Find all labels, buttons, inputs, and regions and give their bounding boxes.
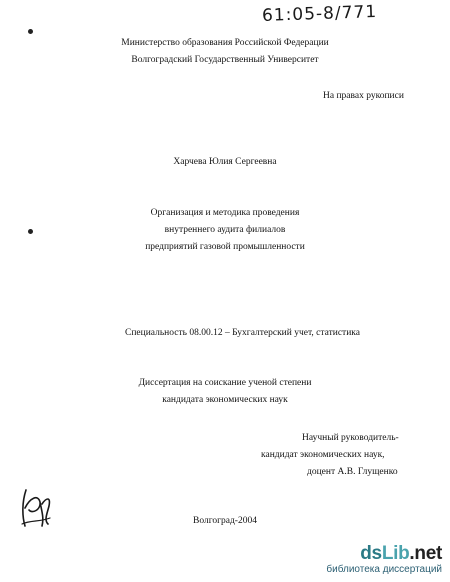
title-line-3: предприятий газовой промышленности [145,242,305,252]
author-name: Харчева Юлия Сергеевна [173,157,277,167]
specialty-line: Специальность 08.00.12 – Бухгалтерский учет, статистика [125,328,360,338]
supervisor-line-3: доцент А.В. Глущенко [307,467,398,477]
dslib-logo: dsLib.net [360,543,442,564]
dslib-caption: библиотека диссертаций [326,564,442,575]
supervisor-line-2: кандидат экономических наук, [261,450,385,460]
title-line-2: внутреннего аудита филиалов [164,225,286,235]
degree-line-2: кандидата экономических наук [162,395,288,405]
ministry-name: Министерство образования Российской Федерации [121,38,329,48]
title-line-1: Организация и методика проведения [150,208,300,218]
university-name: Волгоградский Государственный Университет [131,55,319,65]
supervisor-line-1: Научный руководитель- [302,433,399,443]
dslib-watermark[interactable] [322,544,442,576]
handwritten-signature-icon [18,484,54,535]
degree-line-1: Диссертация на соискание ученой степени [138,378,312,388]
manuscript-rights-note: На правах рукописи [323,91,404,101]
punch-hole-icon [28,29,33,34]
archive-code-handwritten: 61:05-8/771 [261,1,378,27]
place-and-year: Волгоград-2004 [193,516,257,526]
